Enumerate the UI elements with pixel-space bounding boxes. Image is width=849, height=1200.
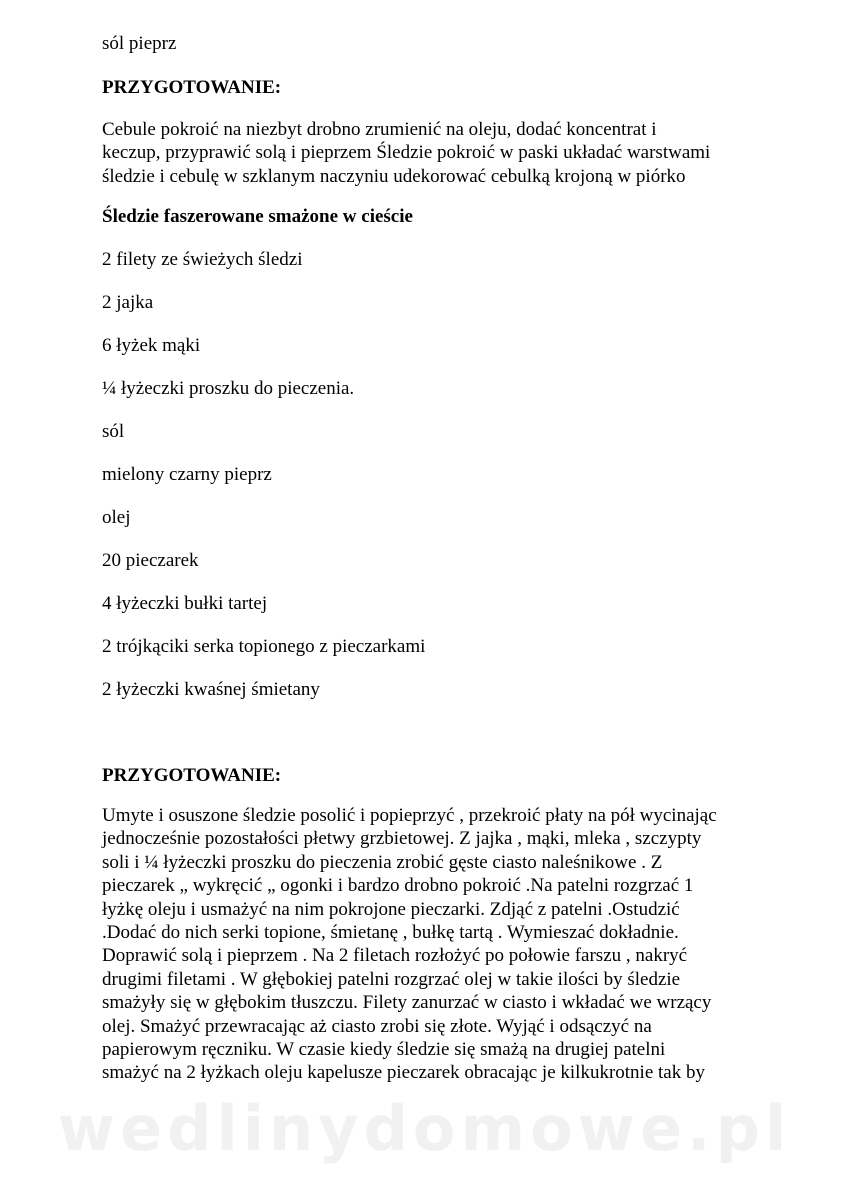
paragraph-line: smażyć na 2 łyżkach oleju kapelusze pieczarek obracając je kilkukrotnie tak by bbox=[102, 1062, 705, 1084]
ingredient-item: 2 łyżeczki kwaśnej śmietany bbox=[102, 679, 320, 700]
paragraph-line: śledzie i cebulę w szklanym naczyniu udekorować cebulką krojoną w piórko bbox=[102, 165, 686, 187]
ingredient-item: 2 jajka bbox=[102, 292, 154, 313]
ingredient-item: sól bbox=[102, 421, 125, 442]
ingredient-item: 20 pieczarek bbox=[102, 550, 199, 571]
paragraph-line: olej. Smażyć przewracając aż ciasto zrobi się złote. Wyjąć i odsączyć na bbox=[102, 1015, 652, 1037]
ingredient-item: 4 łyżeczki bułki tartej bbox=[102, 593, 268, 614]
paragraph-line: Umyte i osuszone śledzie posolić i popieprzyć , przekroić płaty na pół wycinając bbox=[102, 805, 717, 826]
ingredient-item: ¼ łyżeczki proszku do pieczenia. bbox=[102, 378, 355, 399]
paragraph-line: pieczarek „ wykręcić „ ogonki i bardzo drobno pokroić .Na patelni rozgrzać 1 bbox=[102, 875, 694, 897]
paragraph-line: Cebule pokroić na niezbyt drobno zrumienić na oleju, dodać koncentrat i bbox=[102, 119, 657, 140]
section1-paragraph bbox=[102, 118, 762, 188]
ingredient-item: 2 trójkąciki serka topionego z pieczarkami bbox=[102, 636, 426, 657]
ingredient-item: 2 filety ze świeżych śledzi bbox=[102, 249, 303, 270]
section2-heading: PRZYGOTOWANIE: bbox=[102, 765, 282, 786]
paragraph-line: drugimi filetami . W głębokiej patelni rozgrzać olej w takie ilości by śledzie bbox=[102, 968, 681, 990]
paragraph-line: jednocześnie pozostałości płetwy grzbietowej. Z jajka , mąki, mleka , szczypty bbox=[102, 828, 702, 850]
watermark: wedlinydomowe.pl bbox=[57, 1092, 792, 1165]
ingredient-item: mielony czarny pieprz bbox=[102, 464, 272, 485]
ingredient-item: 6 łyżek mąki bbox=[102, 335, 201, 356]
recipe-title: Śledzie faszerowane smażone w cieście bbox=[102, 206, 413, 227]
section1-heading: PRZYGOTOWANIE: bbox=[102, 77, 282, 98]
intro-line: sól pieprz bbox=[102, 33, 177, 54]
section2-paragraph bbox=[102, 804, 762, 1085]
paragraph-line: smażyły się w głębokim tłuszczu. Filety zanurzać w ciasto i wkładać we wrzący bbox=[102, 992, 712, 1014]
paragraph-line: .Dodać do nich serki topione, śmietanę , bułkę tartą . Wymieszać dokładnie. bbox=[102, 922, 679, 944]
paragraph-line: Doprawić solą i pieprzem . Na 2 filetach rozłożyć po połowie farszu , nakryć bbox=[102, 945, 688, 967]
paragraph-line: keczup, przyprawić solą i pieprzem Śledzie pokroić w paski układać warstwami bbox=[102, 142, 711, 164]
ingredient-item: olej bbox=[102, 507, 131, 528]
paragraph-line: soli i ¼ łyżeczki proszku do pieczenia zrobić gęste ciasto naleśnikowe . Z bbox=[102, 851, 663, 873]
paragraph-line: papierowym ręczniku. W czasie kiedy śledzie się smażą na drugiej patelni bbox=[102, 1039, 666, 1061]
paragraph-line: łyżkę oleju i usmażyć na nim pokrojone pieczarki. Zdjąć z patelni .Ostudzić bbox=[102, 898, 680, 920]
